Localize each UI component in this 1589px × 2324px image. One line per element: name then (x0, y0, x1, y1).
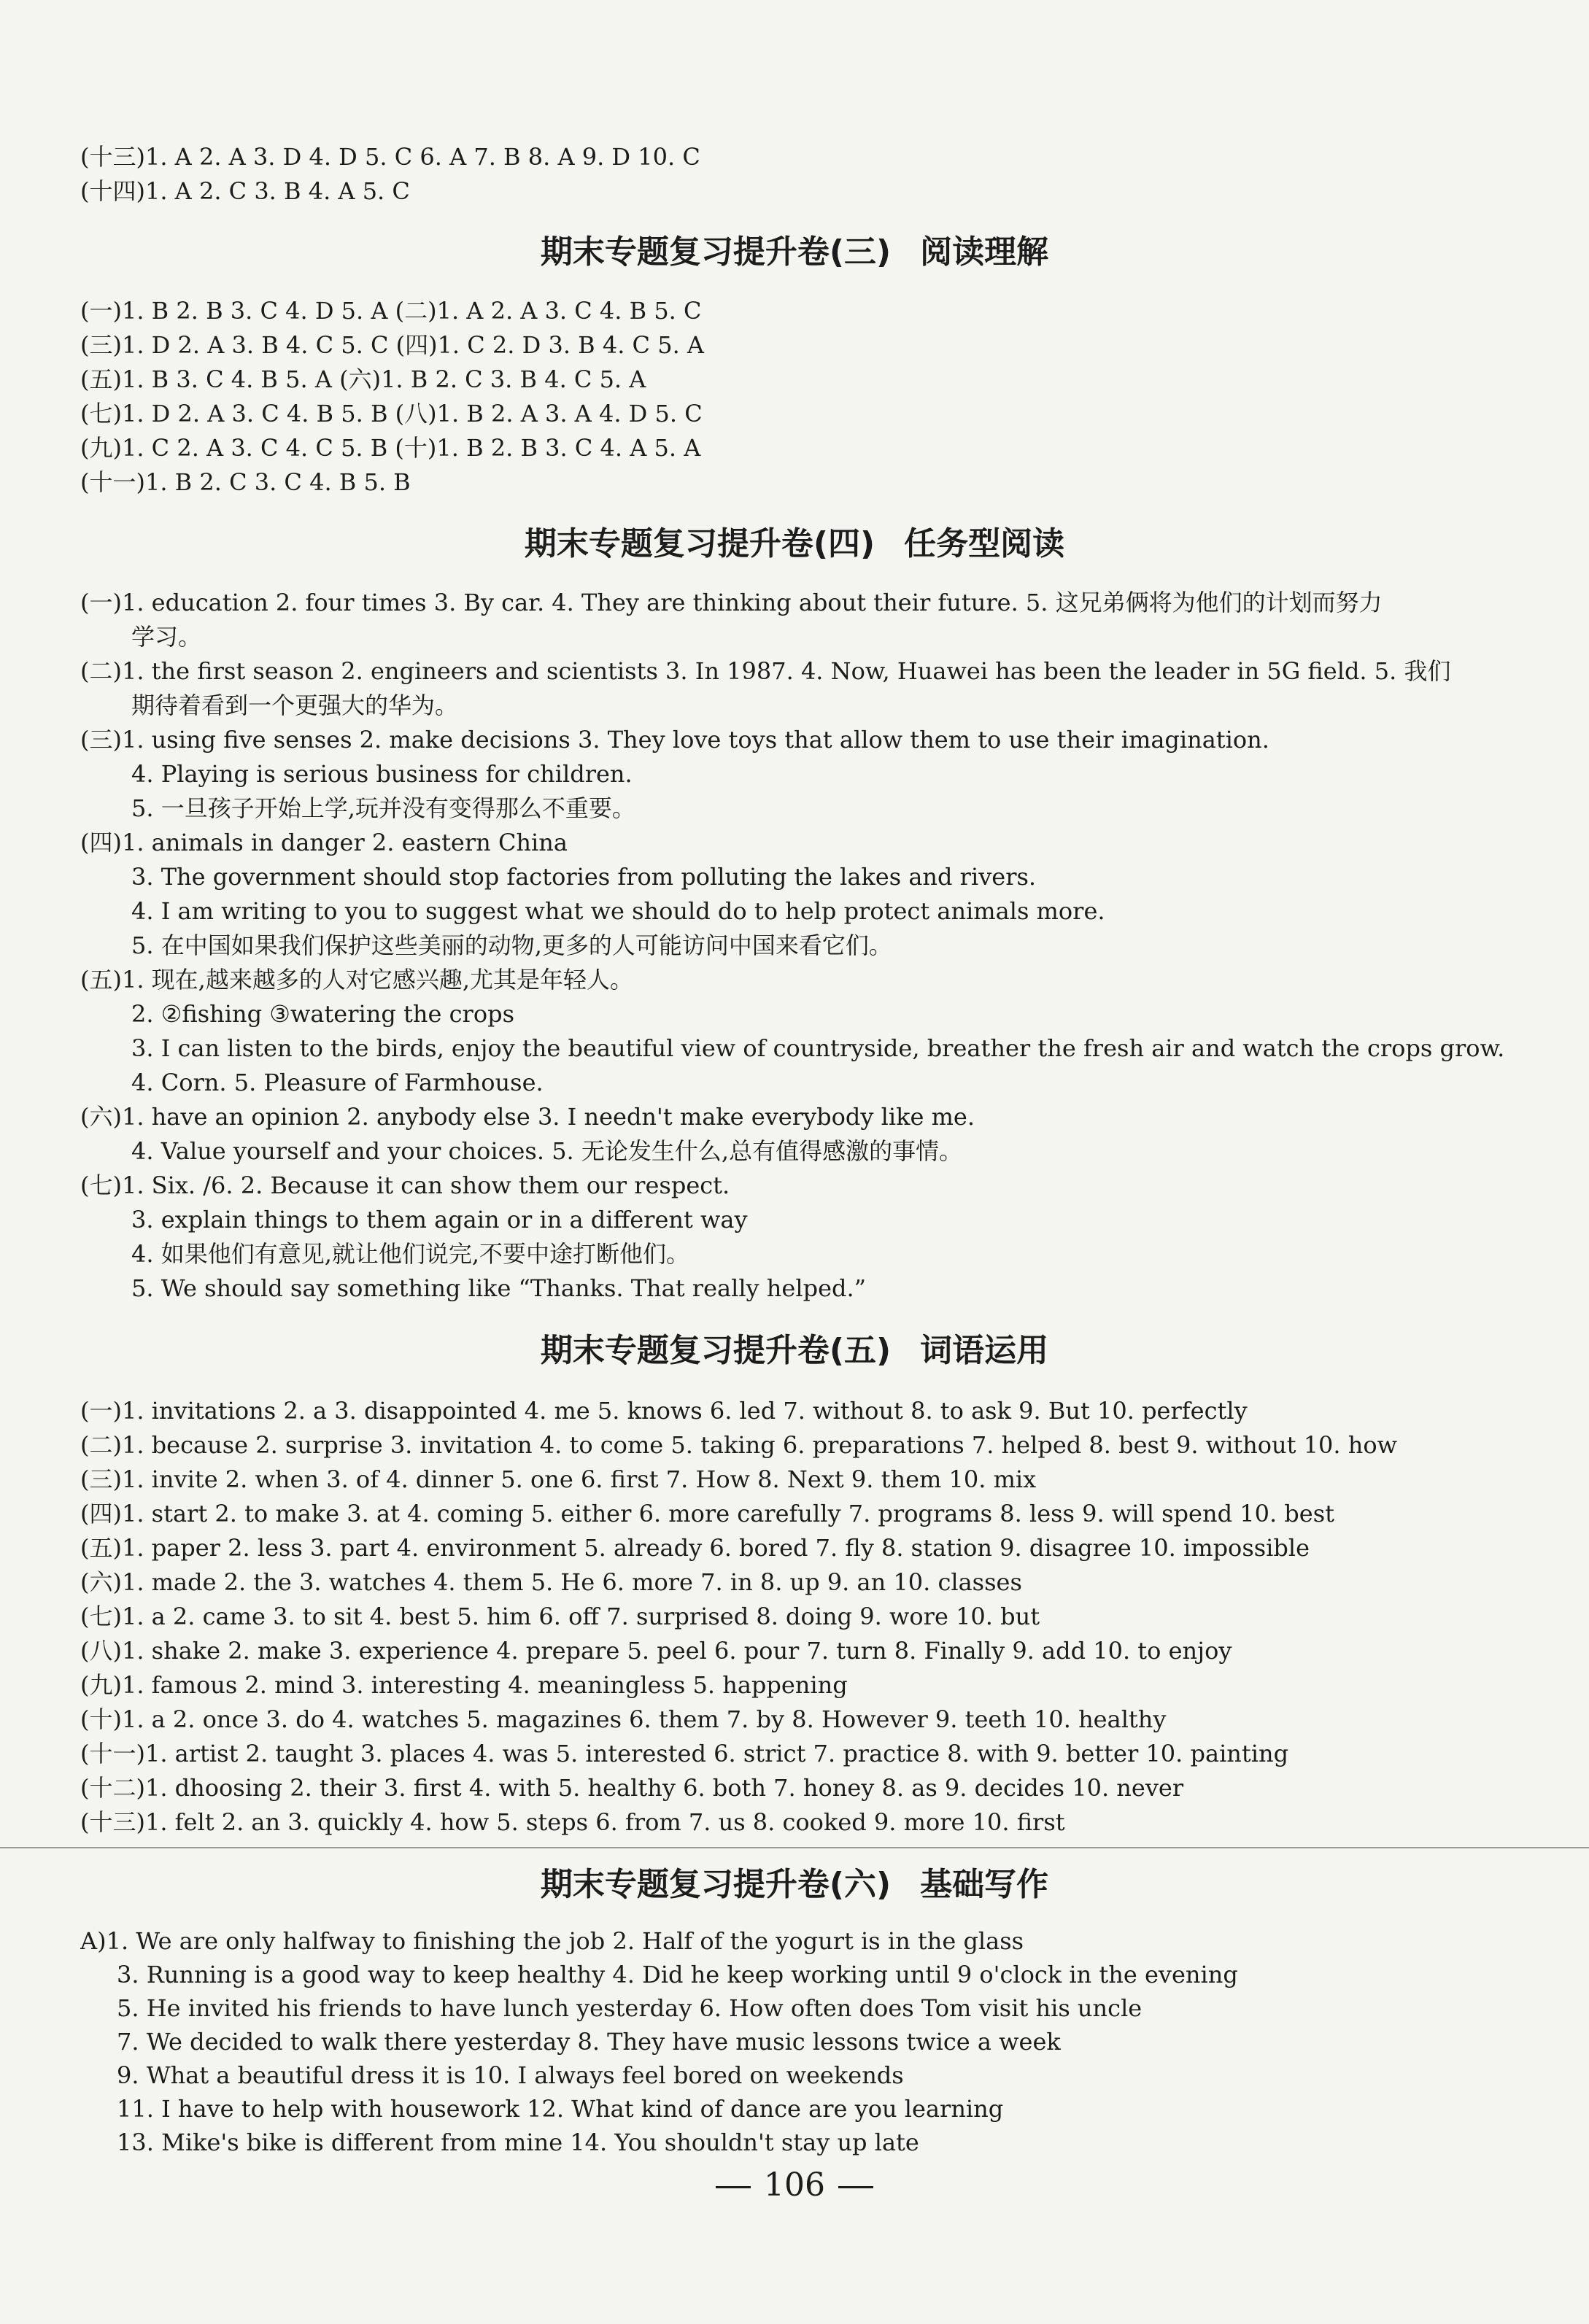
section-subtitle: 任务型阅读 (904, 525, 1065, 562)
dash-decoration (716, 2186, 751, 2188)
answer-line: (三)1. D 2. A 3. B 4. C 5. C (四)1. C 2. D 3. B 4. C 5. A (80, 331, 705, 359)
section-heading (0, 522, 1589, 566)
page-number (0, 2164, 1589, 2207)
answer-line: (一)1. invitations 2. a 3. disappointed 4. me 5. knows 6. led 7. without 8. to ask 9. But 10. perfectly (80, 1397, 1248, 1425)
answer-line: (一)1. B 2. B 3. C 4. D 5. A (二)1. A 2. A 3. C 4. B 5. C (80, 297, 702, 325)
answer-line: (十三)1. felt 2. an 3. quickly 4. how 5. steps 6. from 7. us 8. cooked 9. more 10. first (80, 1808, 1065, 1836)
answer-line: 3. Running is a good way to keep healthy 4. Did he keep working until 9 o'clock in the evening (117, 1961, 1238, 1988)
answer-line: (二)1. because 2. surprise 3. invitation 4. to come 5. taking 6. preparations 7. helped 8. best 9. without 10. how (80, 1431, 1398, 1459)
dash-decoration (838, 2186, 873, 2188)
answer-line: 11. I have to help with housework 12. What kind of dance are you learning (117, 2095, 1004, 2123)
answer-line: (八)1. shake 2. make 3. experience 4. prepare 5. peel 6. pour 7. turn 8. Finally 9. add 10. to enjoy (80, 1637, 1232, 1665)
answer-line: (五)1. B 3. C 4. B 5. A (六)1. B 2. C 3. B 4. C 5. A (80, 365, 646, 393)
answer-line: (七)1. D 2. A 3. C 4. B 5. B (八)1. B 2. A 3. A 4. D 5. C (80, 400, 703, 427)
answer-line: 5. He invited his friends to have lunch yesterday 6. How often does Tom visit his uncle (117, 1994, 1143, 2022)
answer-line: 7. We decided to walk there yesterday 8. They have music lessons twice a week (117, 2028, 1061, 2056)
answer-line: 9. What a beautiful dress it is 10. I always feel bored on weekends (117, 2061, 904, 2089)
divider (0, 1847, 1589, 1848)
page-number-text: 106 (764, 2166, 825, 2204)
answer-line: 3. explain things to them again or in a different way (131, 1206, 748, 1233)
answer-line: 4. Corn. 5. Pleasure of Farmhouse. (131, 1069, 544, 1096)
section-subtitle: 基础写作 (920, 1866, 1049, 1903)
answer-line: (十三)1. A 2. A 3. D 4. D 5. C 6. A 7. B 8. A 9. D 10. C (80, 143, 700, 171)
answer-line: 2. ②fishing ③watering the crops (131, 1000, 514, 1028)
section-heading (0, 1329, 1589, 1373)
answer-line: 3. The government should stop factories from polluting the lakes and rivers. (131, 863, 1037, 891)
answer-line: (五)1. 现在,越来越多的人对它感兴趣,尤其是年轻人。 (80, 966, 634, 993)
answer-line: (六)1. made 2. the 3. watches 4. them 5. He 6. more 7. in 8. up 9. an 10. classes (80, 1568, 1022, 1596)
section-heading (0, 231, 1589, 274)
answer-line: 3. I can listen to the birds, enjoy the beautiful view of countryside, breather the fresh air and watch the crops grow. (131, 1034, 1505, 1062)
answer-line: (十)1. a 2. once 3. do 4. watches 5. magazines 6. them 7. by 8. However 9. teeth 10. healthy (80, 1705, 1167, 1733)
answer-line: 4. I am writing to you to suggest what we should do to help protect animals more. (131, 897, 1105, 925)
answer-line: 4. Playing is serious business for children. (131, 760, 633, 788)
answer-line: (九)1. famous 2. mind 3. interesting 4. meaningless 5. happening (80, 1671, 848, 1699)
section-subtitle: 阅读理解 (920, 233, 1049, 271)
answer-line: (十一)1. artist 2. taught 3. places 4. was 5. interested 6. strict 7. practice 8. with 9. better 10. painting (80, 1740, 1289, 1767)
section-title: 期末专题复习提升卷(四) (524, 525, 875, 562)
answer-line: (七)1. Six. /6. 2. Because it can show them our respect. (80, 1171, 730, 1199)
answer-line: 5. 在中国如果我们保护这些美丽的动物,更多的人可能访问中国来看它们。 (131, 931, 892, 959)
answer-line: (四)1. start 2. to make 3. at 4. coming 5. either 6. more carefully 7. programs 8. less 9. will spend 10. best (80, 1500, 1334, 1527)
answer-line: 13. Mike's bike is different from mine 14. You shouldn't stay up late (117, 2129, 919, 2156)
section-heading (0, 1863, 1589, 1907)
answer-line: A)1. We are only halfway to finishing the job 2. Half of the yogurt is in the glass (80, 1927, 1024, 1955)
section-subtitle: 词语运用 (920, 1332, 1049, 1369)
section-title: 期末专题复习提升卷(三) (540, 233, 892, 271)
answer-line: (十四)1. A 2. C 3. B 4. A 5. C (80, 177, 410, 205)
answer-line: 期待着看到一个更强大的华为。 (131, 692, 459, 719)
answer-line: (十二)1. dhoosing 2. their 3. first 4. with 5. healthy 6. both 7. honey 8. as 9. decides 10. never (80, 1774, 1184, 1802)
answer-line: (十一)1. B 2. C 3. C 4. B 5. B (80, 468, 411, 496)
answer-line: 5. 一旦孩子开始上学,玩并没有变得那么不重要。 (131, 794, 635, 822)
answer-line: (九)1. C 2. A 3. C 4. C 5. B (十)1. B 2. B 3. C 4. A 5. A (80, 434, 701, 462)
answer-line: (一)1. education 2. four times 3. By car. 4. They are thinking about their future. 5. 这兄弟俩将为他们的计划而努力 (80, 589, 1383, 616)
section-title: 期末专题复习提升卷(六) (540, 1866, 892, 1903)
answer-line: (五)1. paper 2. less 3. part 4. environment 5. already 6. bored 7. fly 8. station 9. disagree 10. impossible (80, 1534, 1310, 1562)
answer-line: (二)1. the first season 2. engineers and scientists 3. In 1987. 4. Now, Huawei has been the leader in 5G field. 5. 我们 (80, 657, 1451, 685)
answer-line: 5. We should say something like “Thanks. That really helped.” (131, 1274, 867, 1302)
answer-line: 学习。 (131, 623, 202, 651)
answer-line: 4. Value yourself and your choices. 5. 无论发生什么,总有值得感激的事情。 (131, 1137, 963, 1165)
answer-line: (七)1. a 2. came 3. to sit 4. best 5. him 6. off 7. surprised 8. doing 9. wore 10. but (80, 1603, 1040, 1630)
answer-line: (四)1. animals in danger 2. eastern China (80, 829, 568, 856)
answer-line: (三)1. using five senses 2. make decisions 3. They love toys that allow them to use their imagination. (80, 726, 1269, 754)
section-title: 期末专题复习提升卷(五) (540, 1332, 892, 1369)
answer-line: (三)1. invite 2. when 3. of 4. dinner 5. one 6. first 7. How 8. Next 9. them 10. mix (80, 1465, 1037, 1493)
answer-line: 4. 如果他们有意见,就让他们说完,不要中途打断他们。 (131, 1240, 690, 1268)
answer-line: (六)1. have an opinion 2. anybody else 3. I needn't make everybody like me. (80, 1103, 975, 1131)
